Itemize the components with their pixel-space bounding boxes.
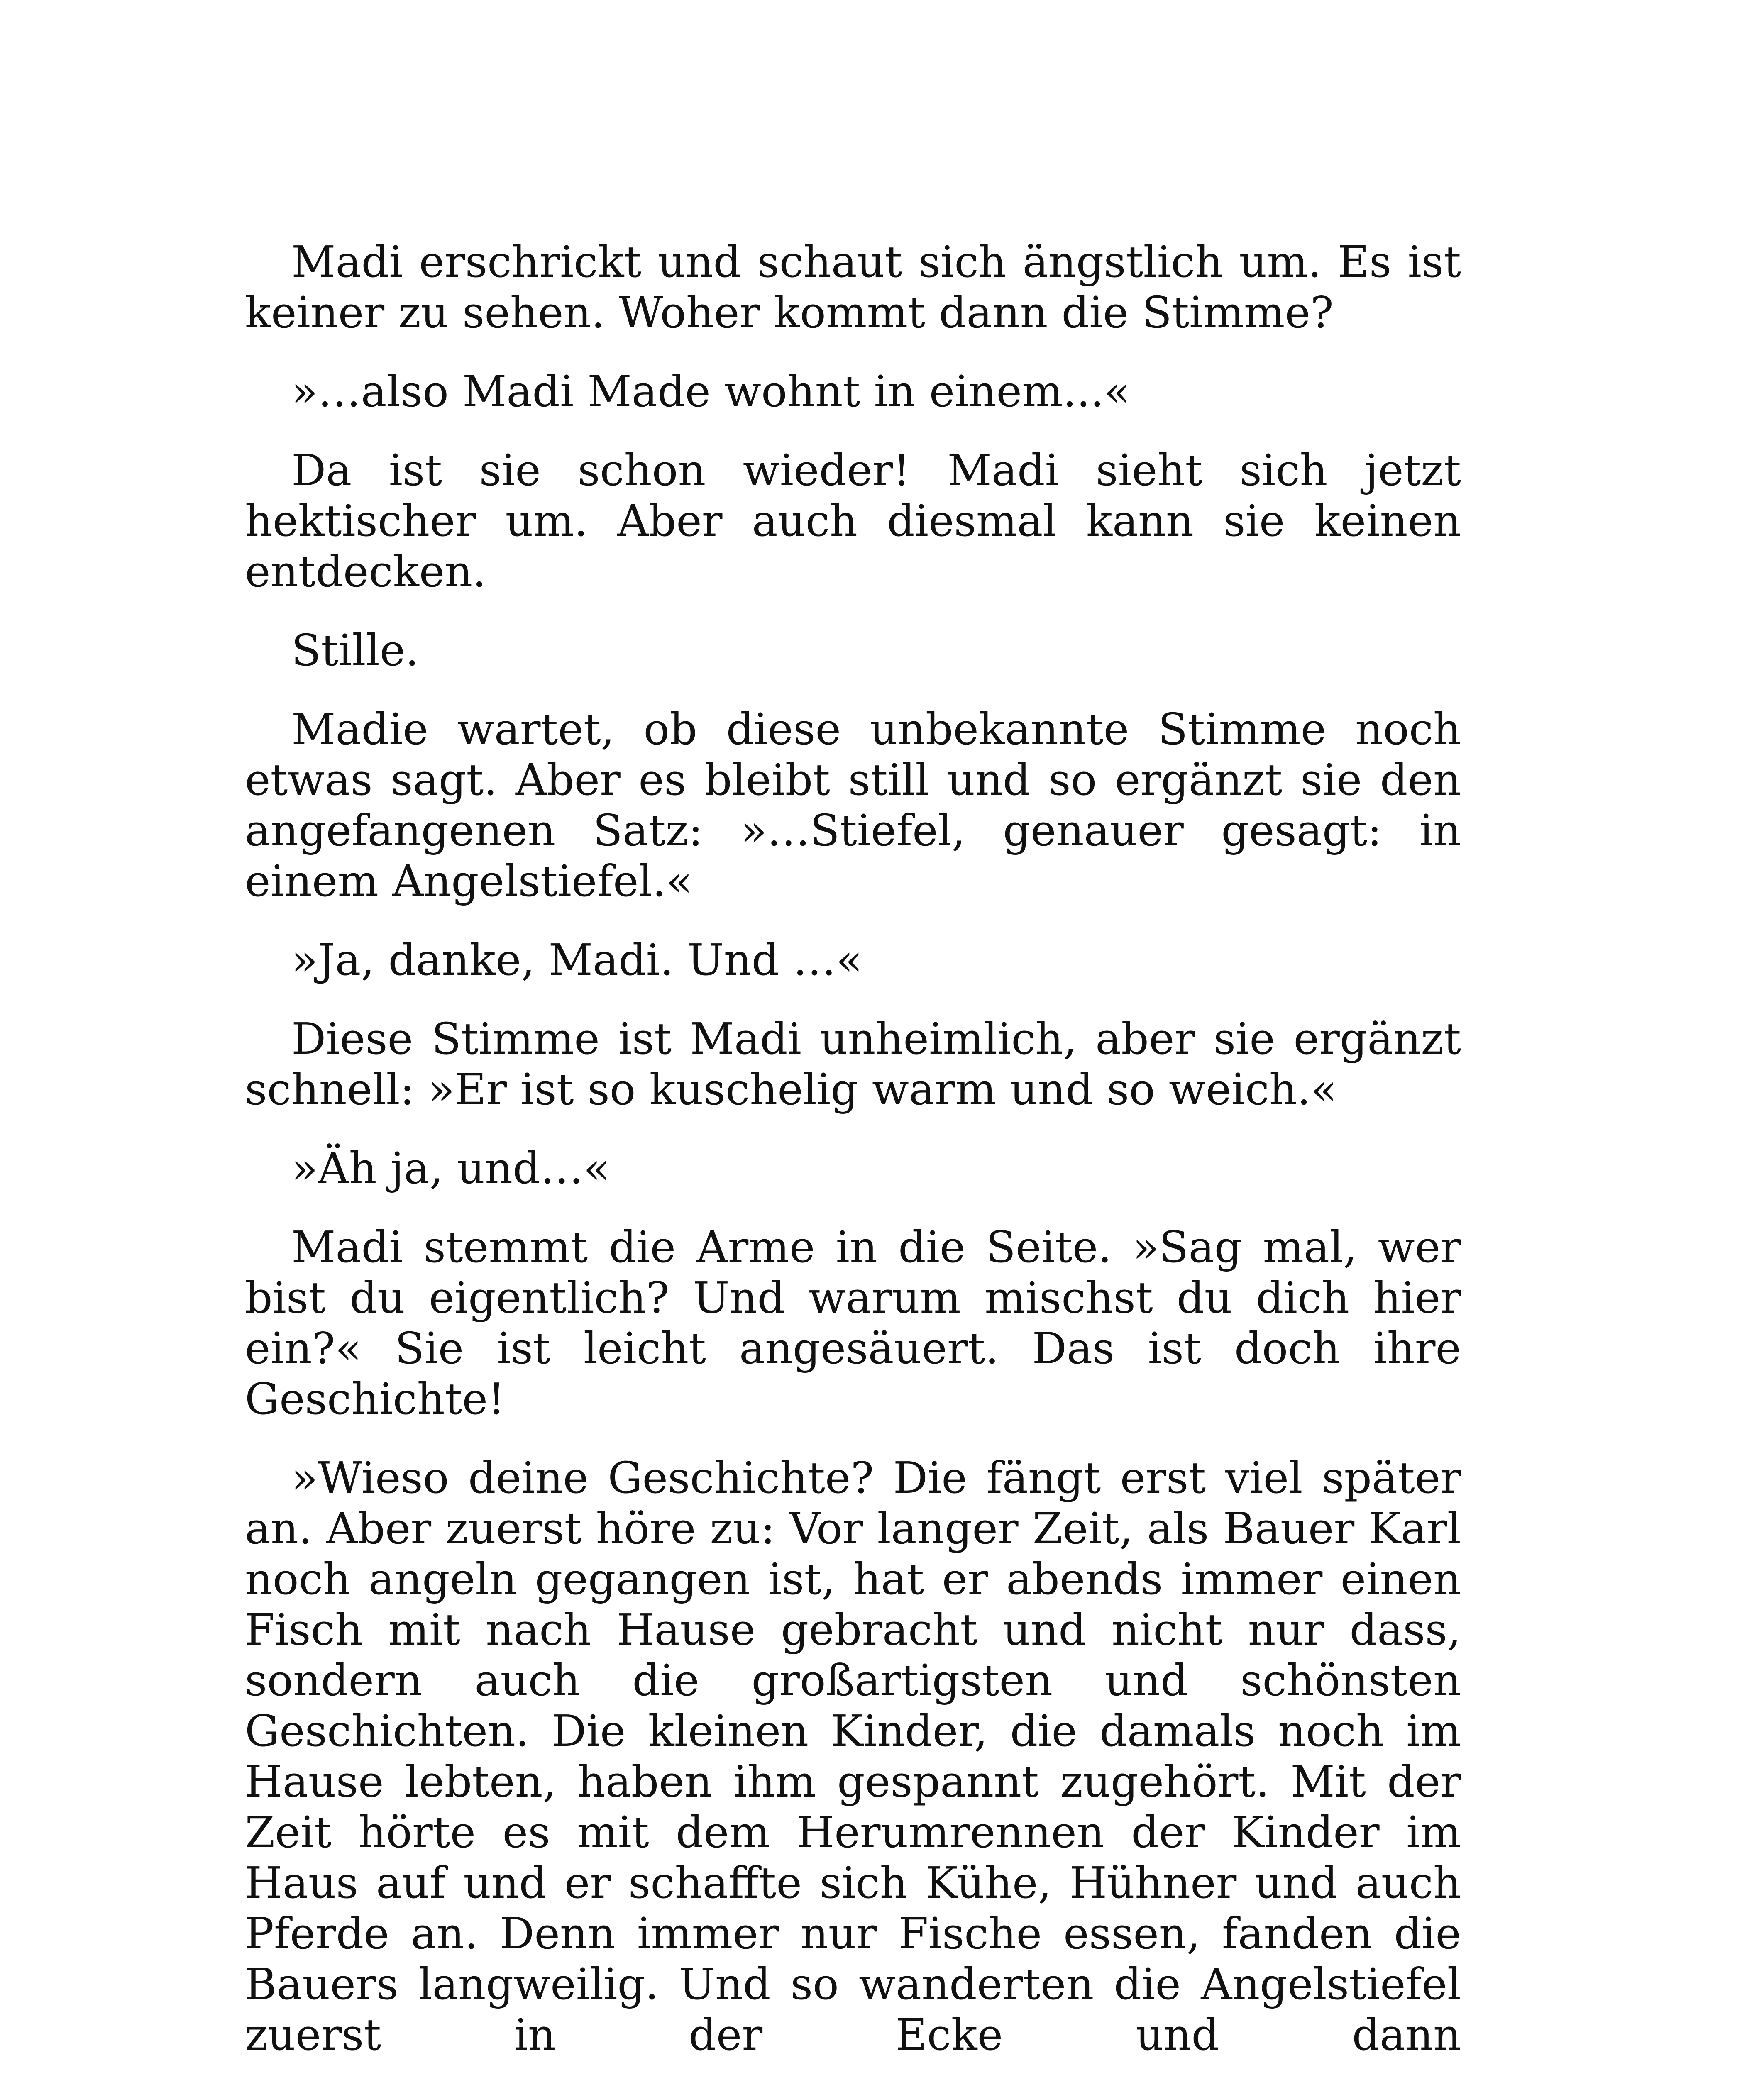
- paragraph-7: Diese Stimme ist Madi unheimlich, aber sie ergänzt schnell: »Er ist so kuschelig warm und so weich.«: [245, 1013, 1461, 1115]
- paragraph-8: »Äh ja, und…«: [291, 1143, 610, 1194]
- paragraph-4: Stille.: [291, 625, 419, 676]
- paragraph-6: »Ja, danke, Madi. Und …«: [291, 935, 863, 985]
- paragraph-5: Madie wartet, ob diese unbekannte Stimme noch etwas sagt. Aber es bleibt still und so ergänzt sie den angefangenen Satz: »…Stiefel, genauer gesagt: in einem Angelstiefel.«: [245, 704, 1461, 906]
- paragraph-9: Madi stemmt die Arme in die Seite. »Sag mal, wer bist du eigentlich? Und warum mischst du dich hier ein?« Sie ist leicht angesäuert. Das ist doch ihre Geschichte!: [245, 1222, 1461, 1424]
- paragraph-3: Da ist sie schon wieder! Madi sieht sich jetzt hektischer um. Aber auch diesmal kann sie keinen entdecken.: [245, 445, 1461, 597]
- paragraph-1: Madi erschrickt und schaut sich ängstlich um. Es ist keiner zu sehen. Woher kommt dann die Stimme?: [245, 237, 1461, 338]
- paragraph-10: »Wieso deine Geschichte? Die fängt erst viel später an. Aber zuerst höre zu: Vor langer Zeit, als Bauer Karl noch angeln gegangen ist, hat er abends immer einen Fisch mit nach Hause gebracht und nicht nur dass, sondern auch die großartigsten und schönsten Geschichten. Die kleinen Kinder, die damals noch im Hause lebten, haben ihm gespannt zugehört. Mit der Zeit hörte es mit dem Herumrennen der Kinder im Haus auf und er schaffte sich Kühe, Hühner und auch Pferde an. Denn immer nur Fische essen, fanden die Bauers langweilig. Und so wanderten die Angelstiefel zuerst in der Ecke und dann: [245, 1452, 1461, 2060]
- paragraph-2: »…also Madi Made wohnt in einem...«: [291, 366, 1131, 417]
- body-text: [245, 237, 1461, 2075]
